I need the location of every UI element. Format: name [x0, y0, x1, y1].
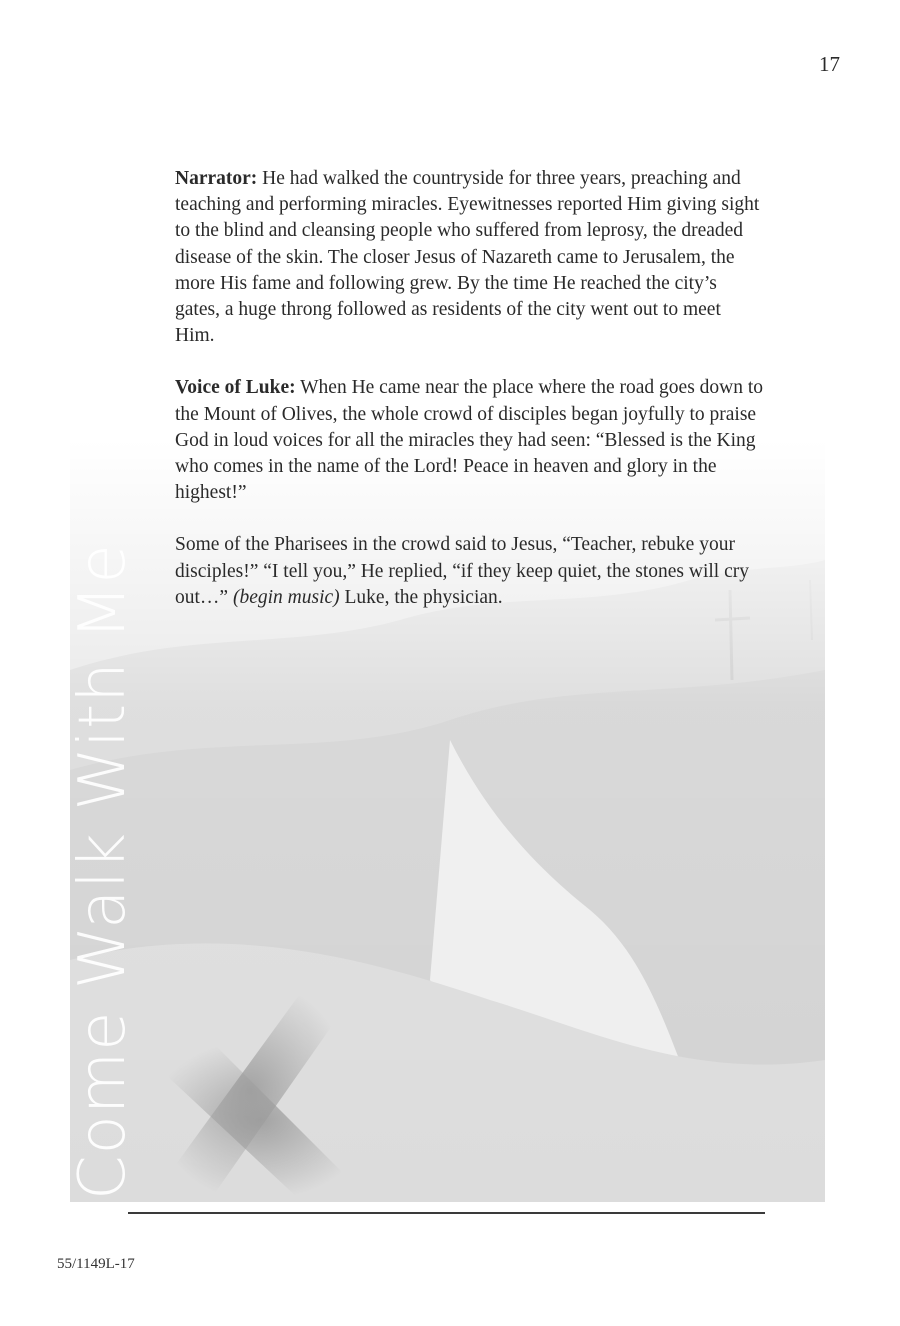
- pharisees-paragraph: [175, 532, 765, 611]
- narrator-paragraph: [175, 166, 765, 349]
- script-text: [175, 166, 765, 637]
- stage-direction: (begin music): [232, 586, 340, 608]
- paragraph-text-end: Luke, the physician.: [339, 586, 503, 608]
- paragraph-text: When He came near the place where the road goes down to the Mount of Olives, the whole crowd of disciples began joyfully to praise God in loud voices for all the miracles they had seen: “Blessed is the King who comes in the name of the Lord! Peace in heaven and glory in the highest!”: [175, 377, 764, 504]
- speaker-label: Narrator:: [175, 168, 258, 189]
- luke-paragraph: [175, 375, 765, 506]
- page-number: 17: [819, 52, 840, 76]
- paragraph-text: Some of the Pharisees in the crowd said to Jesus, “Teacher, rebuke your disciples!” “I tell you,” He replied, “if they keep quiet, the stones will cry out…”: [175, 534, 749, 608]
- catalog-code: 55/1149L-17: [57, 1256, 135, 1272]
- horizontal-rule: [128, 1212, 765, 1214]
- watermark-text: Come Walk With Me: [66, 543, 140, 1200]
- speaker-label: Voice of Luke:: [175, 377, 296, 399]
- paragraph-text: He had walked the countryside for three years, preaching and teaching and performing miracles. Eyewitnesses reported Him giving sight to the blind and cleansing people who suffered from leprosy, the dreaded disease of the skin. The closer Jesus of Nazareth came to Jerusalem, the more His fame and following grew. By the time He reached the city’s gates, a huge throng followed as residents of the city went out to meet Him.: [175, 168, 760, 347]
- vertical-title-watermark: [66, 450, 140, 1202]
